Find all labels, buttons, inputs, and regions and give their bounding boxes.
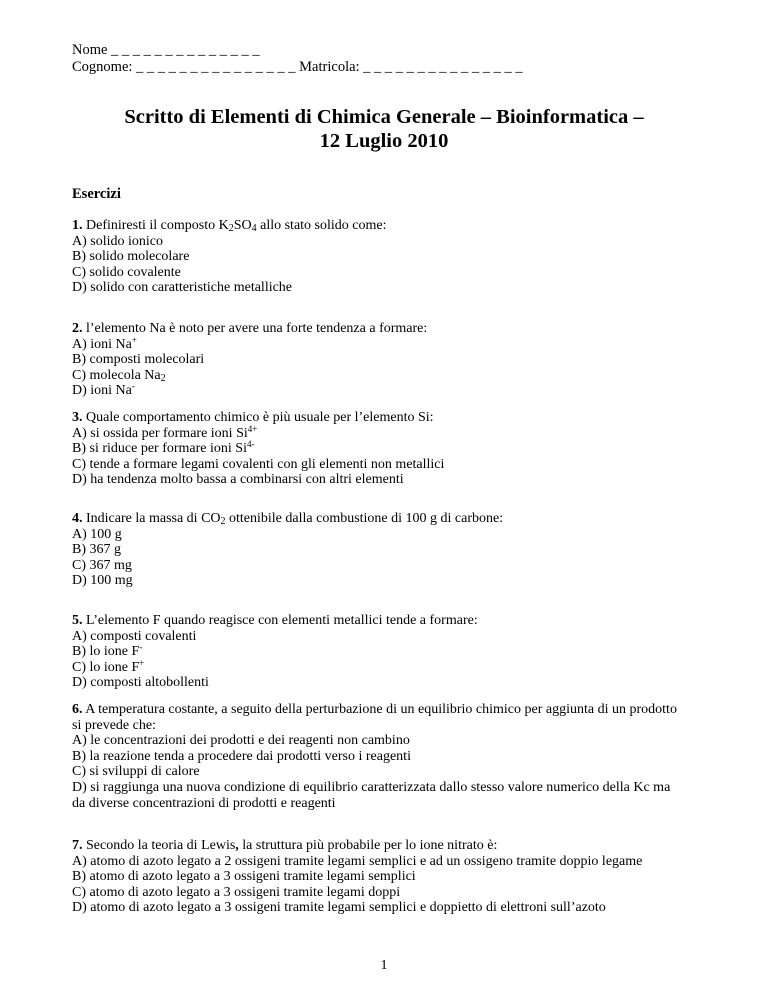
option: C) solido covalente — [72, 264, 181, 280]
stem-text: Indicare la massa di CO — [82, 511, 221, 526]
subscript: 2 — [228, 223, 234, 234]
question-2 — [72, 321, 712, 399]
question-7 — [72, 838, 712, 916]
options-list — [72, 234, 712, 296]
question-number: 7. — [72, 838, 83, 853]
question-stem — [72, 702, 712, 718]
stem-text: L’elemento F quando reagisce con elementi metallici tende a formare: — [82, 613, 478, 628]
nome-field: Nome _ _ _ _ _ _ _ _ _ _ _ _ _ _ — [72, 42, 260, 58]
option — [72, 441, 712, 457]
stem-comma: , — [235, 838, 239, 853]
question-5 — [72, 613, 712, 691]
option: D) 100 mg — [72, 573, 133, 589]
question-stem — [72, 613, 712, 629]
page-title-date: 12 Luglio 2010 — [319, 130, 449, 152]
option: C) atomo di azoto legato a 3 ossigeni tramite legami doppi — [72, 884, 401, 900]
option: C) 367 mg — [72, 557, 132, 573]
option: A) le concentrazioni dei prodotti e dei reagenti non cambino — [72, 733, 410, 749]
option: C) si sviluppi di calore — [72, 764, 200, 780]
option — [72, 383, 712, 399]
option: D) si raggiunga una nuova condizione di equilibrio caratterizzata dallo stesso valore numerico della Kc ma — [72, 779, 671, 795]
option-text: C) lo ione F — [72, 659, 140, 675]
option-text: A) si ossida per formare ioni Si — [72, 425, 248, 441]
question-stem — [72, 321, 712, 337]
option: D) composti altobollenti — [72, 675, 209, 691]
option: A) 100 g — [72, 526, 122, 542]
stem-text: Quale comportamento chimico è più usuale per l’elemento Si: — [82, 410, 434, 425]
question-3 — [72, 410, 712, 488]
superscript: 4+ — [247, 423, 258, 434]
question-number: 1. — [72, 218, 83, 233]
question-6 — [72, 702, 712, 811]
question-number: 5. — [72, 613, 83, 628]
option: B) composti molecolari — [72, 352, 205, 368]
option — [72, 657, 712, 676]
options-list — [72, 334, 712, 399]
stem-text: allo stato solido come: — [256, 218, 387, 233]
section-heading: Esercizi — [72, 186, 121, 202]
page-number: 1 — [380, 958, 388, 973]
superscript: + — [139, 657, 145, 668]
superscript: - — [139, 642, 143, 653]
superscript: + — [131, 334, 137, 345]
question-stem — [72, 218, 712, 234]
option: A) solido ionico — [72, 233, 163, 249]
options-list — [72, 527, 712, 589]
options-list — [72, 733, 712, 811]
option: D) atomo di azoto legato a 3 ossigeni tramite legami semplici e doppietto di elettroni sull’azoto — [72, 900, 606, 916]
option-text: B) lo ione F — [72, 644, 140, 660]
question-stem — [72, 511, 712, 527]
stem-text: la struttura più probabile per lo ione nitrato è: — [238, 838, 498, 853]
stem-text: ottenibile dalla combustione di 100 g di carbone: — [225, 511, 504, 526]
option: D) ha tendenza molto bassa a combinarsi con altri elementi — [72, 472, 404, 488]
page-title: Scritto di Elementi di Chimica Generale – Bioinformatica – — [124, 106, 644, 128]
question-number: 4. — [72, 511, 83, 526]
stem-text: A temperatura costante, a seguito della perturbazione di un equilibrio chimico per aggiunta di un prodotto — [82, 702, 677, 717]
option: C) tende a formare legami covalenti con gli elementi non metallici — [72, 456, 445, 472]
option: D) solido con caratteristiche metalliche — [72, 280, 293, 296]
question-number: 6. — [72, 702, 83, 717]
subscript: 4 — [251, 223, 257, 234]
options-list — [72, 423, 712, 488]
superscript: - — [131, 381, 135, 392]
subscript: 2 — [220, 516, 226, 527]
option — [72, 644, 712, 660]
option-text: B) si riduce per formare ioni Si — [72, 441, 247, 457]
option: A) atomo di azoto legato a 2 ossigeni tramite legami semplici e ad un ossigeno tramite doppio legame — [72, 853, 643, 869]
option — [72, 423, 712, 442]
stem-text: l’elemento Na è noto per avere una forte tendenza a formare: — [82, 321, 428, 336]
question-stem-continued: si prevede che: — [72, 717, 156, 733]
option — [72, 334, 712, 353]
question-4 — [72, 511, 712, 589]
question-1 — [72, 218, 712, 296]
superscript: 4- — [246, 439, 255, 450]
option: B) atomo di azoto legato a 3 ossigeni tramite legami semplici — [72, 869, 416, 885]
option: B) 367 g — [72, 542, 121, 558]
option-text: C) molecola Na — [72, 367, 161, 383]
option-continued: da diverse concentrazioni di prodotti e reagenti — [72, 795, 336, 811]
stem-text: Definiresti il composto K — [82, 218, 229, 233]
option — [72, 368, 712, 384]
options-list — [72, 629, 712, 691]
option: B) la reazione tenda a procedere dai prodotti verso i reagenti — [72, 748, 411, 764]
option-text: D) ioni Na — [72, 383, 132, 399]
question-stem — [72, 838, 712, 854]
question-stem — [72, 410, 712, 426]
option: B) solido molecolare — [72, 249, 190, 265]
option: A) composti covalenti — [72, 628, 197, 644]
question-number: 2. — [72, 321, 83, 336]
options-list — [72, 854, 712, 916]
stem-text: SO — [233, 218, 252, 233]
stem-text: Secondo la teoria di Lewis — [82, 838, 236, 853]
cognome-matricola-field: Cognome: _ _ _ _ _ _ _ _ _ _ _ _ _ _ _ Matricola: _ _ _ _ _ _ _ _ _ _ _ _ _ _ _ — [72, 59, 523, 75]
question-number: 3. — [72, 410, 83, 425]
subscript: 2 — [160, 372, 166, 384]
option-text: A) ioni Na — [72, 336, 132, 352]
